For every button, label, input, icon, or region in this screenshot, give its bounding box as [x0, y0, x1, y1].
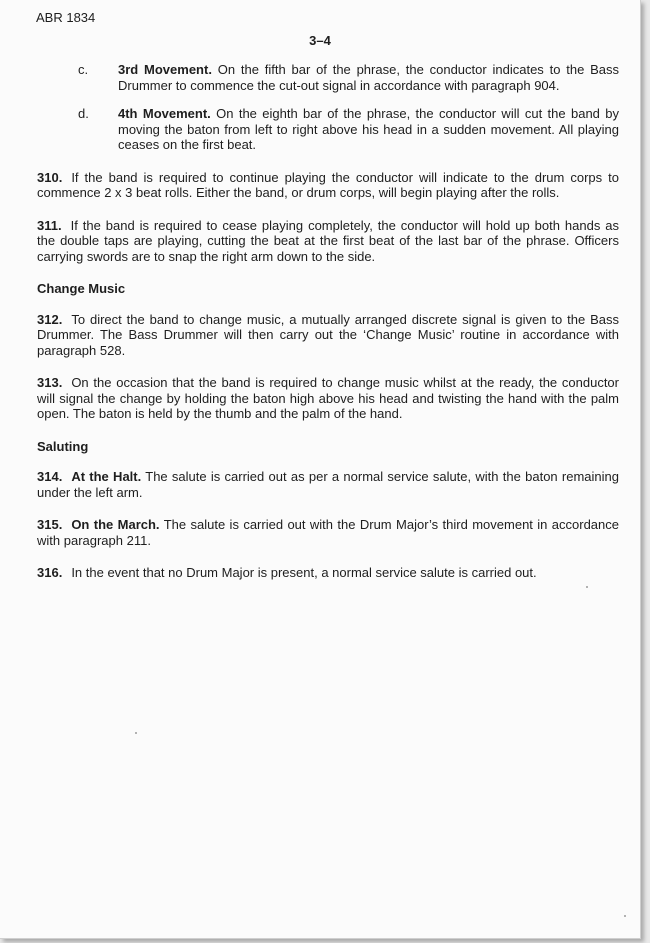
document-body [37, 62, 619, 598]
paragraph-number: 312. [37, 311, 63, 327]
subparagraph-letter: c. [78, 62, 89, 77]
paragraph-text: To direct the band to change music, a mutually arranged discrete signal is given to the Bass Drummer. The Bass Drummer will then carry out the ‘Change Music’ routine in accordance with paragraph 528. [37, 311, 619, 358]
paragraph-number: 310. [37, 169, 63, 185]
subparagraph-lead: 3rd Movement. [118, 62, 212, 77]
paragraph-text: If the band is required to continue playing the conductor will indicate to the drum corps to commence 2 x 3 beat rolls. Either the band, or drum corps, will begin playing after the rolls. [37, 169, 619, 200]
paragraph-number: 313. [37, 375, 63, 390]
document-reference: ABR 1834 [36, 10, 96, 25]
subparagraph-d [37, 106, 619, 153]
page-number: 3–4 [309, 33, 331, 48]
paragraph-312 [37, 312, 619, 359]
paragraph-number: 315. [37, 517, 63, 532]
subparagraph-c [37, 62, 619, 93]
paragraph-lead: On the March. [71, 517, 160, 532]
paragraph-number: 311. [37, 217, 62, 233]
paragraph-311 [37, 218, 619, 265]
paragraph-316 [37, 565, 619, 581]
paragraph-number: 314. [37, 469, 63, 484]
paragraph-315 [37, 517, 619, 548]
paragraph-314 [37, 469, 619, 500]
paragraph-310 [37, 170, 619, 201]
subparagraph-text: On the eighth bar of the phrase, the conductor will cut the band by moving the baton from left to right above his head in a sudden movement. All playing ceases on the first beat. [118, 106, 619, 152]
scan-speck [135, 732, 137, 734]
subparagraph-text: On the fifth bar of the phrase, the conductor indicates to the Bass Drummer to commence the cut-out signal in accordance with paragraph 904. [118, 62, 620, 93]
paragraph-number: 316. [37, 565, 63, 580]
paragraph-text: In the event that no Drum Major is present, a normal service salute is carried out. [71, 565, 537, 580]
subparagraph-letter: d. [78, 106, 89, 121]
section-heading-saluting: Saluting [37, 438, 89, 454]
subparagraph-lead: 4th Movement. [118, 106, 211, 121]
paragraph-text: If the band is required to cease playing completely, the conductor will hold up both hands as the double taps are playing, cutting the beat at the first beat of the last bar of the phrase. Officers carrying swords are to snap the right arm down to the side. [37, 217, 619, 264]
section-heading-change-music: Change Music [37, 281, 126, 296]
paragraph-lead: At the Halt. [71, 469, 142, 484]
paragraph-text: The salute is carried out as per a normal service salute, with the baton remaining under the left arm. [37, 469, 619, 500]
paragraph-313 [37, 375, 619, 422]
scan-speck [586, 586, 588, 588]
paragraph-text: The salute is carried out with the Drum Major’s third movement in accordance with paragraph 211. [37, 517, 620, 548]
paragraph-text: On the occasion that the band is required to change music whilst at the ready, the conductor will signal the change by holding the baton high above his head and twisting the hand with the palm open. The baton is held by the thumb and the palm of the hand. [37, 375, 619, 421]
scan-speck [624, 915, 626, 917]
